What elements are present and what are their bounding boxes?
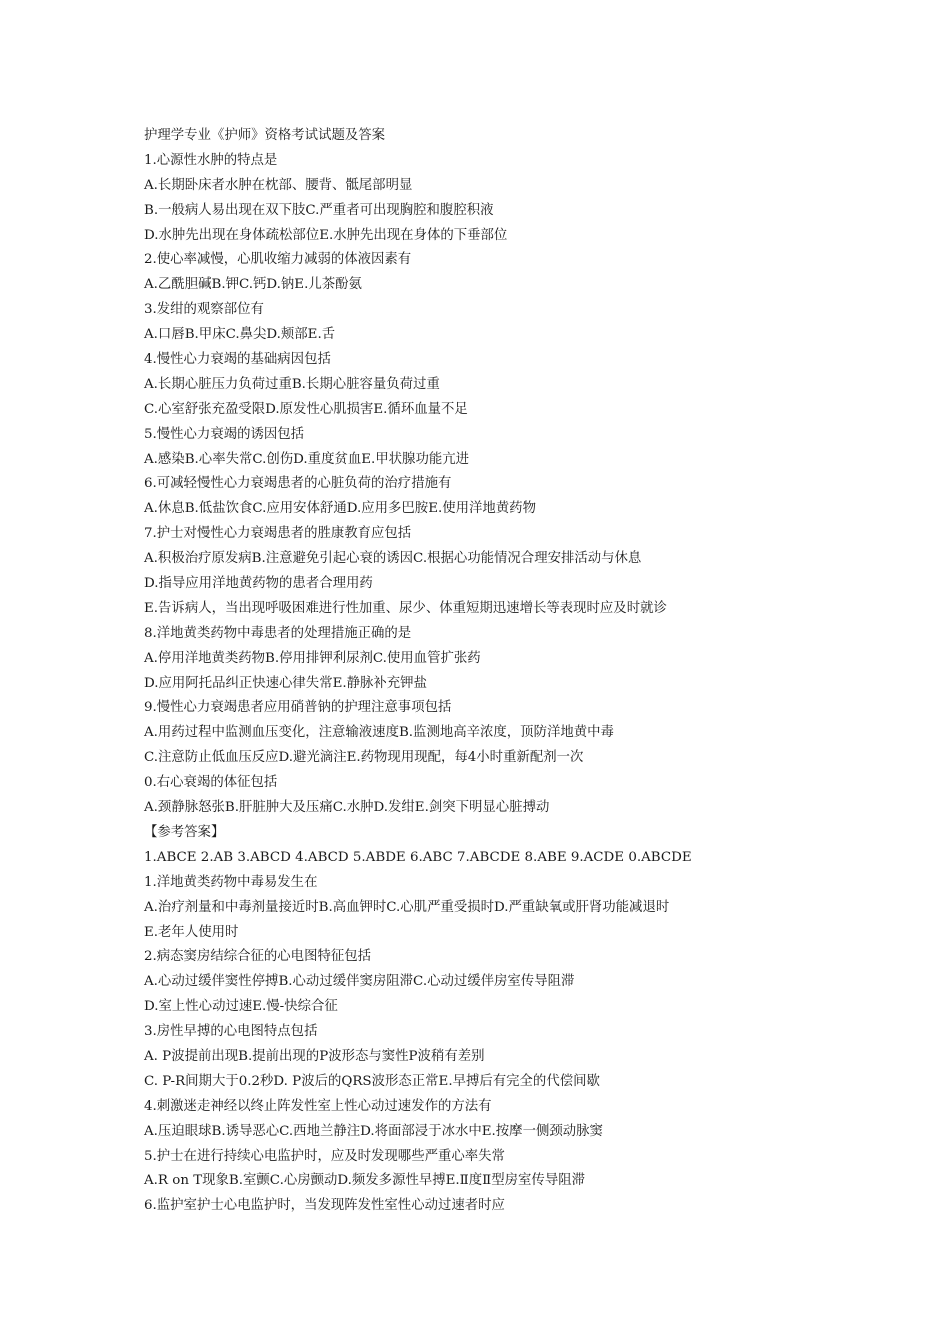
text-line: C.注意防止低血压反应D.避光滴注E.药物现用现配，每4小时重新配剂一次 — [144, 750, 584, 766]
text-line: A.颈静脉怒张B.肝脏肿大及压痛C.水肿D.发绀E.剑突下明显心脏搏动 — [144, 800, 550, 816]
text-line: 1.洋地黄类药物中毒易发生在 — [144, 874, 318, 890]
text-line: 4.刺激迷走神经以终止阵发性室上性心动过速发作的方法有 — [144, 1098, 492, 1114]
text-line: B.一般病人易出现在双下肢C.严重者可出现胸腔和腹腔积液 — [144, 202, 494, 218]
text-line: 7.护士对慢性心力衰竭患者的胜康教育应包括 — [144, 526, 412, 542]
text-line: 6.可减轻慢性心力衰竭患者的心脏负荷的治疗措施有 — [144, 476, 452, 492]
text-line: E.告诉病人，当出现呼吸困难进行性加重、尿少、体重短期迅速增长等表现时应及时就诊 — [144, 600, 667, 616]
text-line: 8.洋地黄类药物中毒患者的处理措施正确的是 — [144, 625, 412, 641]
text-line: 5.护士在进行持续心电监护时，应及时发现哪些严重心率失常 — [144, 1148, 505, 1164]
text-line: D.指导应用洋地黄药物的患者合理用药 — [144, 576, 373, 592]
document-body — [144, 124, 864, 1219]
text-line: 2.病态窦房结综合征的心电图特征包括 — [144, 949, 372, 965]
text-line: C.心室舒张充盈受限D.原发性心肌损害E.循环血量不足 — [144, 401, 468, 417]
text-line: A.心动过缓伴窦性停搏B.心动过缓伴窦房阻滞C.心动过缓伴房室传导阻滞 — [144, 974, 575, 990]
text-line: D.室上性心动过速E.慢-快综合征 — [144, 999, 338, 1015]
text-line: 3.发绀的观察部位有 — [144, 302, 264, 318]
text-line: A.口唇B.甲床C.鼻尖D.颊部E.舌 — [144, 327, 336, 343]
text-line: 4.慢性心力衰竭的基础病因包括 — [144, 352, 331, 368]
text-line: 9.慢性心力衰竭患者应用硝普钠的护理注意事项包括 — [144, 700, 452, 716]
text-line: A.积极治疗原发病B.注意避免引起心衰的诱因C.根据心功能情况合理安排活动与休息 — [144, 551, 642, 567]
text-line: 2.使心率减慢，心肌收缩力减弱的体液因素有 — [144, 252, 412, 268]
text-line: A.用药过程中监测血压变化，注意输液速度B.监测地高辛浓度，顶防洋地黄中毒 — [144, 725, 614, 741]
text-line: 1.ABCE 2.AB 3.ABCD 4.ABCD 5.ABDE 6.ABC 7.ABCDE 8.ABE 9.ACDE 0.ABCDE — [144, 849, 692, 865]
text-line: 0.右心衰竭的体征包括 — [144, 775, 278, 791]
text-line: A.感染B.心率失常C.创伤D.重度贫血E.甲状腺功能亢进 — [144, 451, 470, 467]
text-line: 5.慢性心力衰竭的诱因包括 — [144, 426, 305, 442]
text-line: 1.心源性水肿的特点是 — [144, 152, 278, 168]
text-line: 【参考答案】 — [144, 824, 225, 840]
text-line: A.长期卧床者水肿在枕部、腰背、骶尾部明显 — [144, 177, 413, 193]
document-title: 护理学专业《护师》资格考试试题及答案 — [144, 128, 386, 143]
text-line: 3.房性早搏的心电图特点包括 — [144, 1024, 318, 1040]
text-line: A. P波提前出现B.提前出现的P波形态与窦性P波稍有差别 — [144, 1048, 485, 1064]
text-line: D.应用阿托品纠正快速心律失常E.静脉补充钾盐 — [144, 675, 427, 691]
text-line: D.水肿先出现在身体疏松部位E.水肿先出现在身体的下垂部位 — [144, 227, 508, 243]
text-line: C. P-R间期大于0.2秒D. P波后的QRS波形态正常E.早搏后有完全的代偿间歇 — [144, 1073, 600, 1089]
text-line: A.治疗剂量和中毒剂量接近时B.高血钾时C.心肌严重受损时D.严重缺氧或肝肾功能减退时 — [144, 899, 670, 915]
text-line: E.老年人使用时 — [144, 924, 239, 940]
text-line: A.R on T现象B.室颤C.心房颤动D.频发多源性早搏E.Ⅱ度Ⅱ型房室传导阻滞 — [144, 1173, 585, 1189]
text-line: A.停用洋地黄类药物B.停用排钾利尿剂C.使用血管扩张药 — [144, 650, 481, 666]
text-line: A.长期心脏压力负荷过重B.长期心脏容量负荷过重 — [144, 376, 440, 392]
text-line: 6.监护室护士心电监护时，当发现阵发性室性心动过速者时应 — [144, 1198, 505, 1214]
text-line: A.乙酰胆碱B.钾C.钙D.钠E.儿茶酚氨 — [144, 277, 362, 293]
text-line: A.压迫眼球B.诱导恶心C.西地兰静注D.将面部浸于冰水中E.按摩一侧颈动脉窦 — [144, 1123, 603, 1139]
text-line: A.休息B.低盐饮食C.应用安体舒通D.应用多巴胺E.使用洋地黄药物 — [144, 501, 536, 517]
